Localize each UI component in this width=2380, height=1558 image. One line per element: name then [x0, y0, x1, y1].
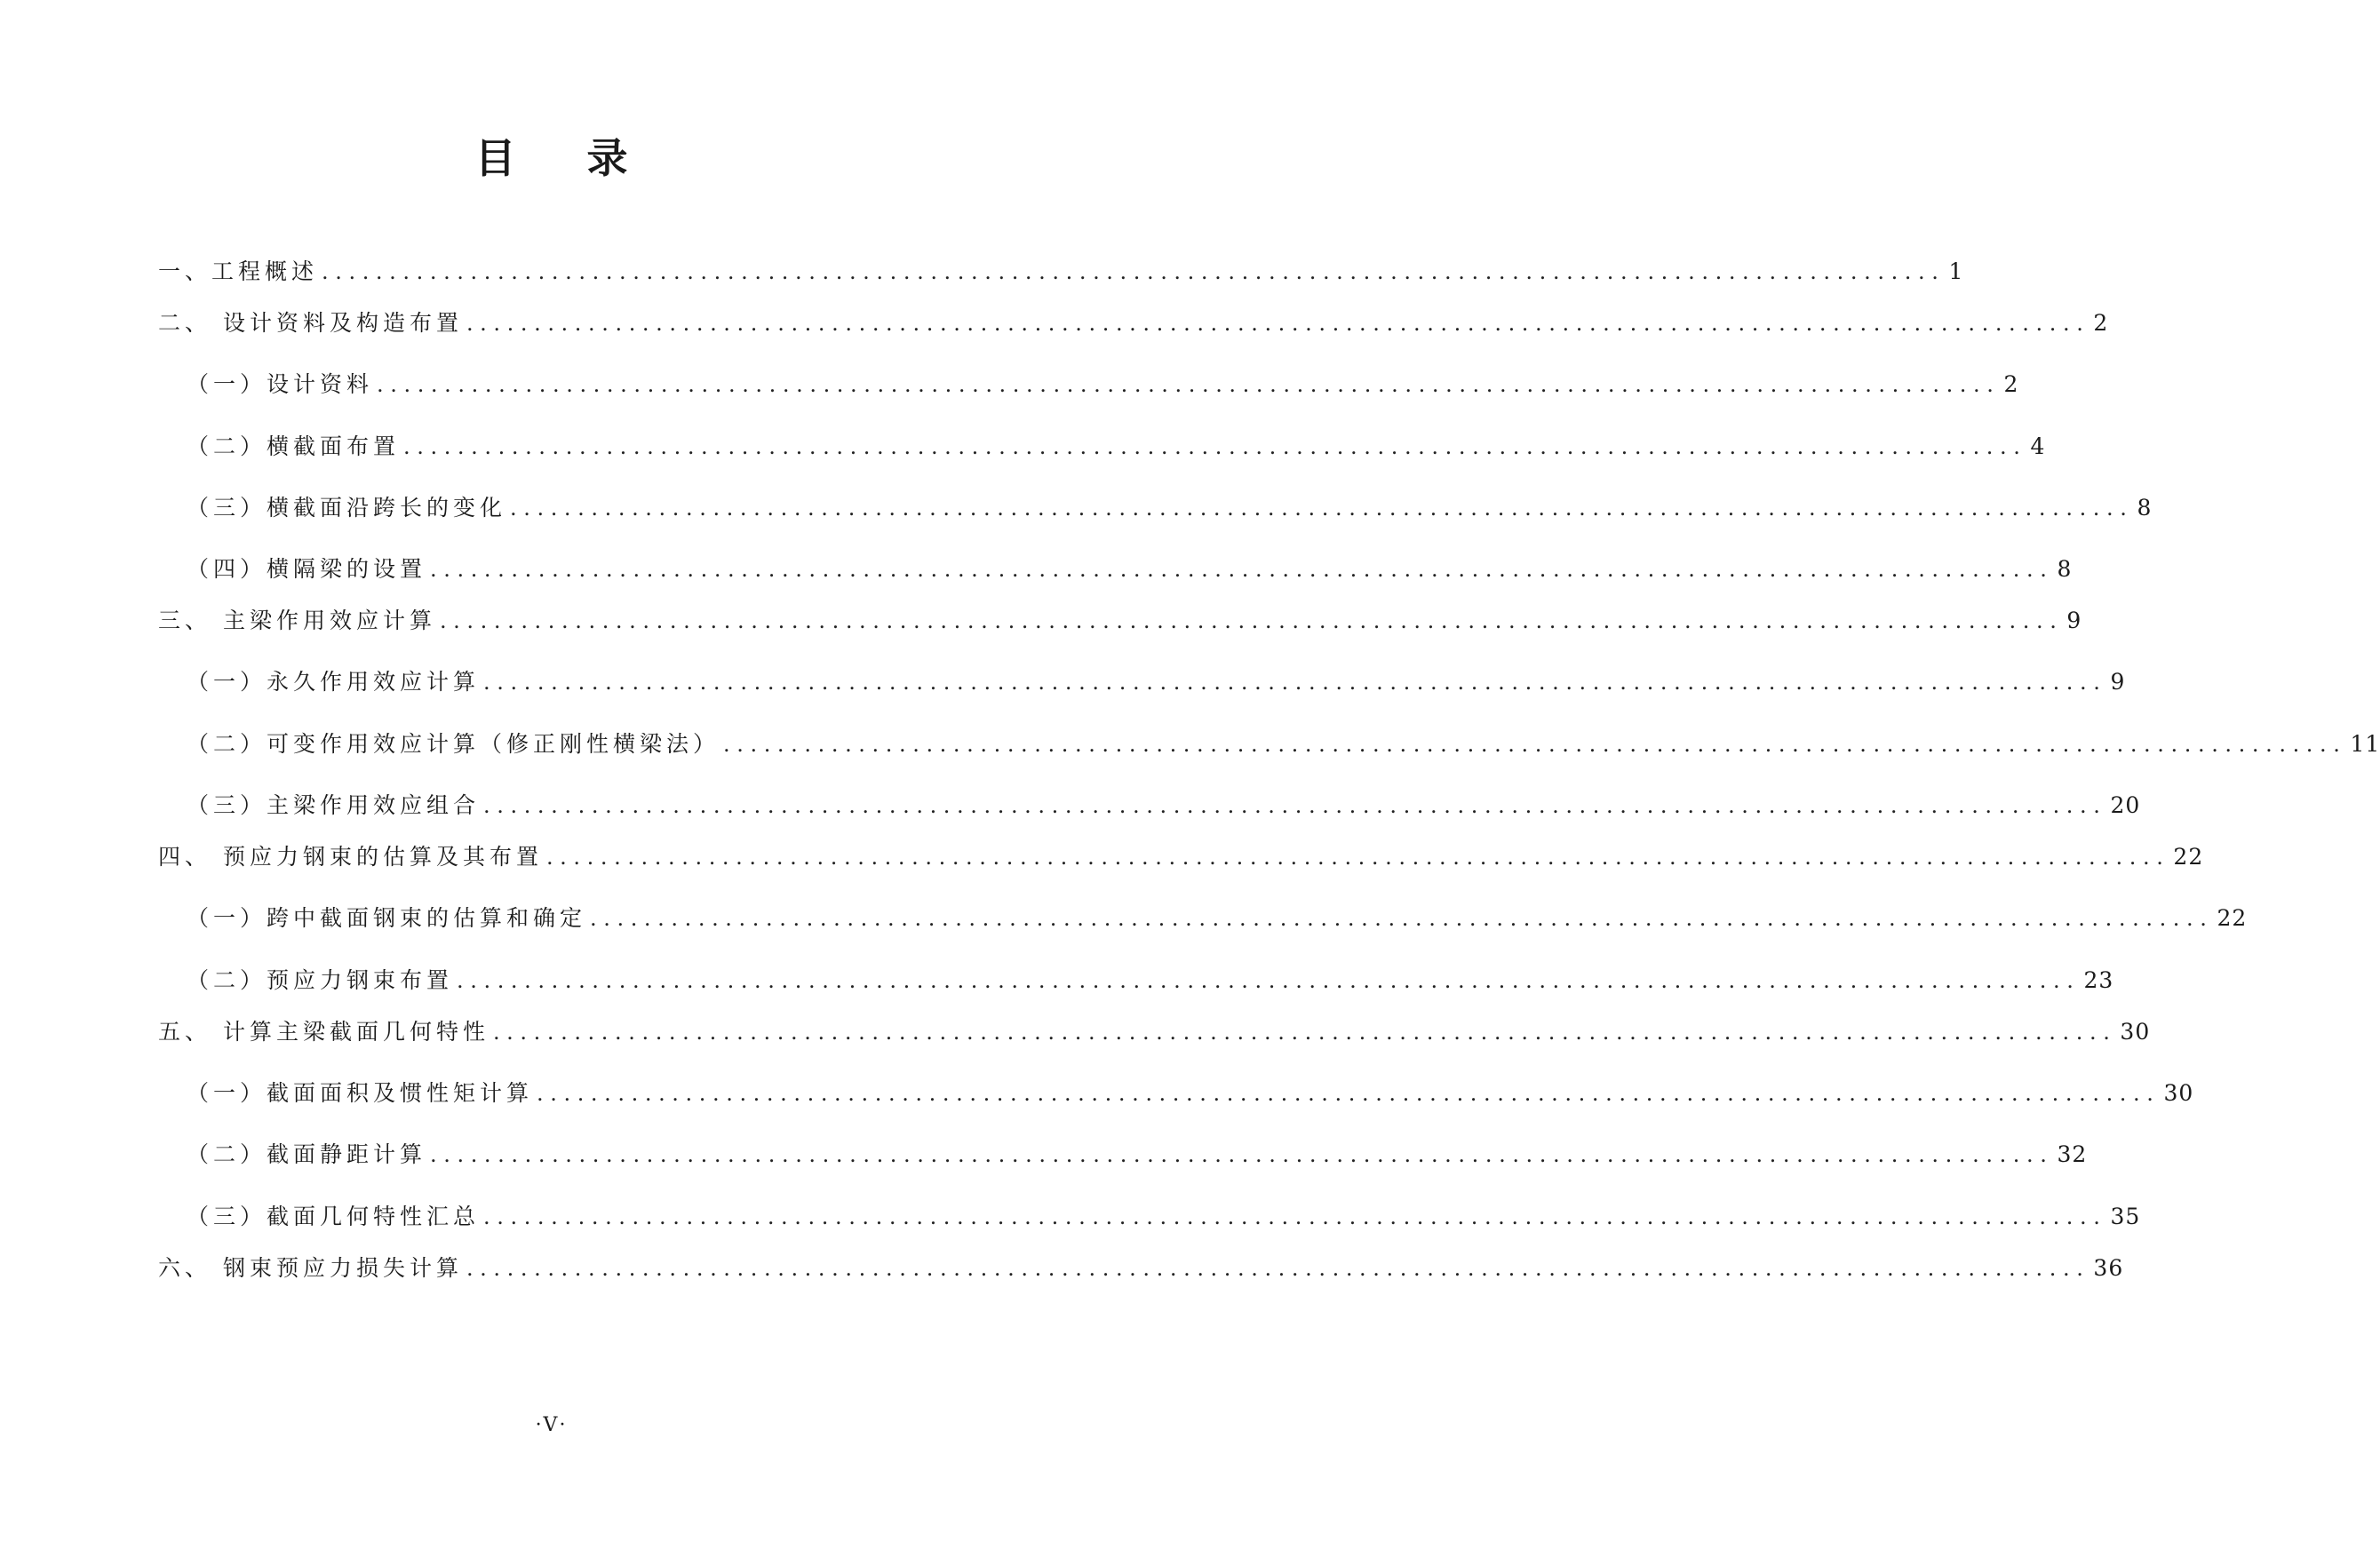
toc-dot-leader: ........................................................................................................................	[723, 732, 2347, 757]
toc-entry-page: 8	[2057, 556, 2073, 582]
toc-dot-leader: ........................................................................................................................	[483, 793, 2107, 818]
toc-entry[interactable]	[187, 724, 2380, 759]
toc-entry-label: （二）可变作用效应计算（修正刚性横梁法）	[187, 731, 720, 757]
toc-entry[interactable]	[187, 1196, 2141, 1232]
toc-entry-label: （三）横截面沿跨长的变化	[187, 495, 507, 521]
toc-entry-label: 三、 主梁作用效应计算	[158, 608, 436, 633]
toc-entry-label: 五、 计算主梁截面几何特性	[158, 1019, 490, 1045]
toc-entry-page: 20	[2110, 792, 2141, 818]
toc-entry-page: 9	[2110, 669, 2126, 695]
toc-entry-page: 30	[2163, 1080, 2194, 1106]
toc-entry[interactable]	[187, 488, 2153, 523]
toc-entry-label: （三）截面几何特性汇总	[187, 1204, 481, 1229]
toc-dot-leader: ........................................................................................................................	[545, 845, 2170, 870]
toc-entry-label: 二、 设计资料及构造布置	[158, 310, 463, 336]
toc-dot-leader: ........................................................................................................................	[377, 372, 2001, 397]
toc-dot-leader: ........................................................................................................................	[483, 1204, 2107, 1229]
toc-entry-label: （一）跨中截面钢束的估算和确定	[187, 905, 587, 931]
toc-entry[interactable]	[158, 303, 2109, 338]
toc-entry[interactable]	[187, 549, 2073, 584]
toc-dot-leader: ........................................................................................................................	[492, 1020, 2117, 1045]
toc-entry-label: （二）预应力钢束布置	[187, 967, 454, 993]
toc-entry[interactable]	[187, 898, 2248, 934]
toc-entry[interactable]	[158, 600, 2082, 636]
toc-entry-label: 四、 预应力钢束的估算及其布置	[158, 844, 543, 870]
toc-entry[interactable]	[187, 785, 2141, 821]
toc-entry-label: （四）横隔梁的设置	[187, 556, 427, 582]
toc-dot-leader: ........................................................................................................................	[466, 1256, 2090, 1281]
page-number-footer: ·V·	[535, 1414, 568, 1436]
toc-entry-page: 23	[2083, 967, 2114, 993]
toc-dot-leader: ........................................................................................................................	[430, 1142, 2054, 1167]
toc-entry[interactable]	[158, 1248, 2124, 1284]
toc-entry-page: 9	[2066, 608, 2082, 633]
toc-entry[interactable]	[187, 960, 2114, 996]
toc-entry[interactable]	[187, 1073, 2194, 1109]
toc-entry[interactable]	[187, 364, 2019, 400]
toc-entry-label: （一）设计资料	[187, 371, 374, 397]
toc-entry-page: 36	[2093, 1255, 2124, 1281]
toc-entry-page: 35	[2110, 1204, 2141, 1229]
toc-dot-leader: ........................................................................................................................	[510, 496, 2134, 521]
toc-entry[interactable]	[187, 1134, 2088, 1170]
toc-dot-leader: ........................................................................................................................	[322, 259, 1946, 284]
toc-entry[interactable]	[158, 837, 2204, 872]
toc-dot-leader: ........................................................................................................................	[403, 434, 2027, 459]
toc-entry-label: （二）截面静距计算	[187, 1141, 427, 1167]
toc-entry[interactable]	[158, 1012, 2151, 1047]
toc-entry[interactable]	[158, 251, 1964, 287]
toc-entry-label: （一）永久作用效应计算	[187, 669, 481, 695]
toc-dot-leader: ........................................................................................................................	[457, 968, 2081, 993]
toc-entry-page: 2	[2093, 310, 2109, 336]
toc-entry-page: 30	[2120, 1019, 2151, 1045]
toc-entry-page: 22	[2173, 844, 2204, 870]
toc-dot-leader: ........................................................................................................................	[590, 906, 2214, 931]
toc-entry-page: 11	[2350, 731, 2380, 757]
toc-dot-leader: ........................................................................................................................	[483, 670, 2107, 695]
toc-entry-page: 8	[2137, 495, 2153, 521]
toc-entry-label: 一、工程概述	[158, 258, 319, 284]
toc-entry-page: 1	[1948, 258, 1964, 284]
toc-entry-label: （二）横截面布置	[187, 433, 401, 459]
toc-entry-label: （一）截面面积及惯性矩计算	[187, 1080, 534, 1106]
toc-entry-label: 六、 钢束预应力损失计算	[158, 1255, 463, 1281]
toc-entry[interactable]	[187, 426, 2046, 462]
toc-dot-leader: ........................................................................................................................	[466, 311, 2090, 336]
toc-entry-page: 32	[2057, 1141, 2088, 1167]
toc-dot-leader: ........................................................................................................................	[439, 608, 2064, 633]
toc-dot-leader: ........................................................................................................................	[430, 557, 2054, 582]
toc-entry-label: （三）主梁作用效应组合	[187, 792, 481, 818]
toc-entry[interactable]	[187, 662, 2126, 697]
toc-entry-page: 4	[2030, 433, 2046, 459]
toc-entry-page: 2	[2003, 371, 2019, 397]
page-title: 目录	[474, 134, 699, 182]
toc-dot-leader: ........................................................................................................................	[537, 1081, 2161, 1106]
toc-entry-page: 22	[2217, 905, 2248, 931]
